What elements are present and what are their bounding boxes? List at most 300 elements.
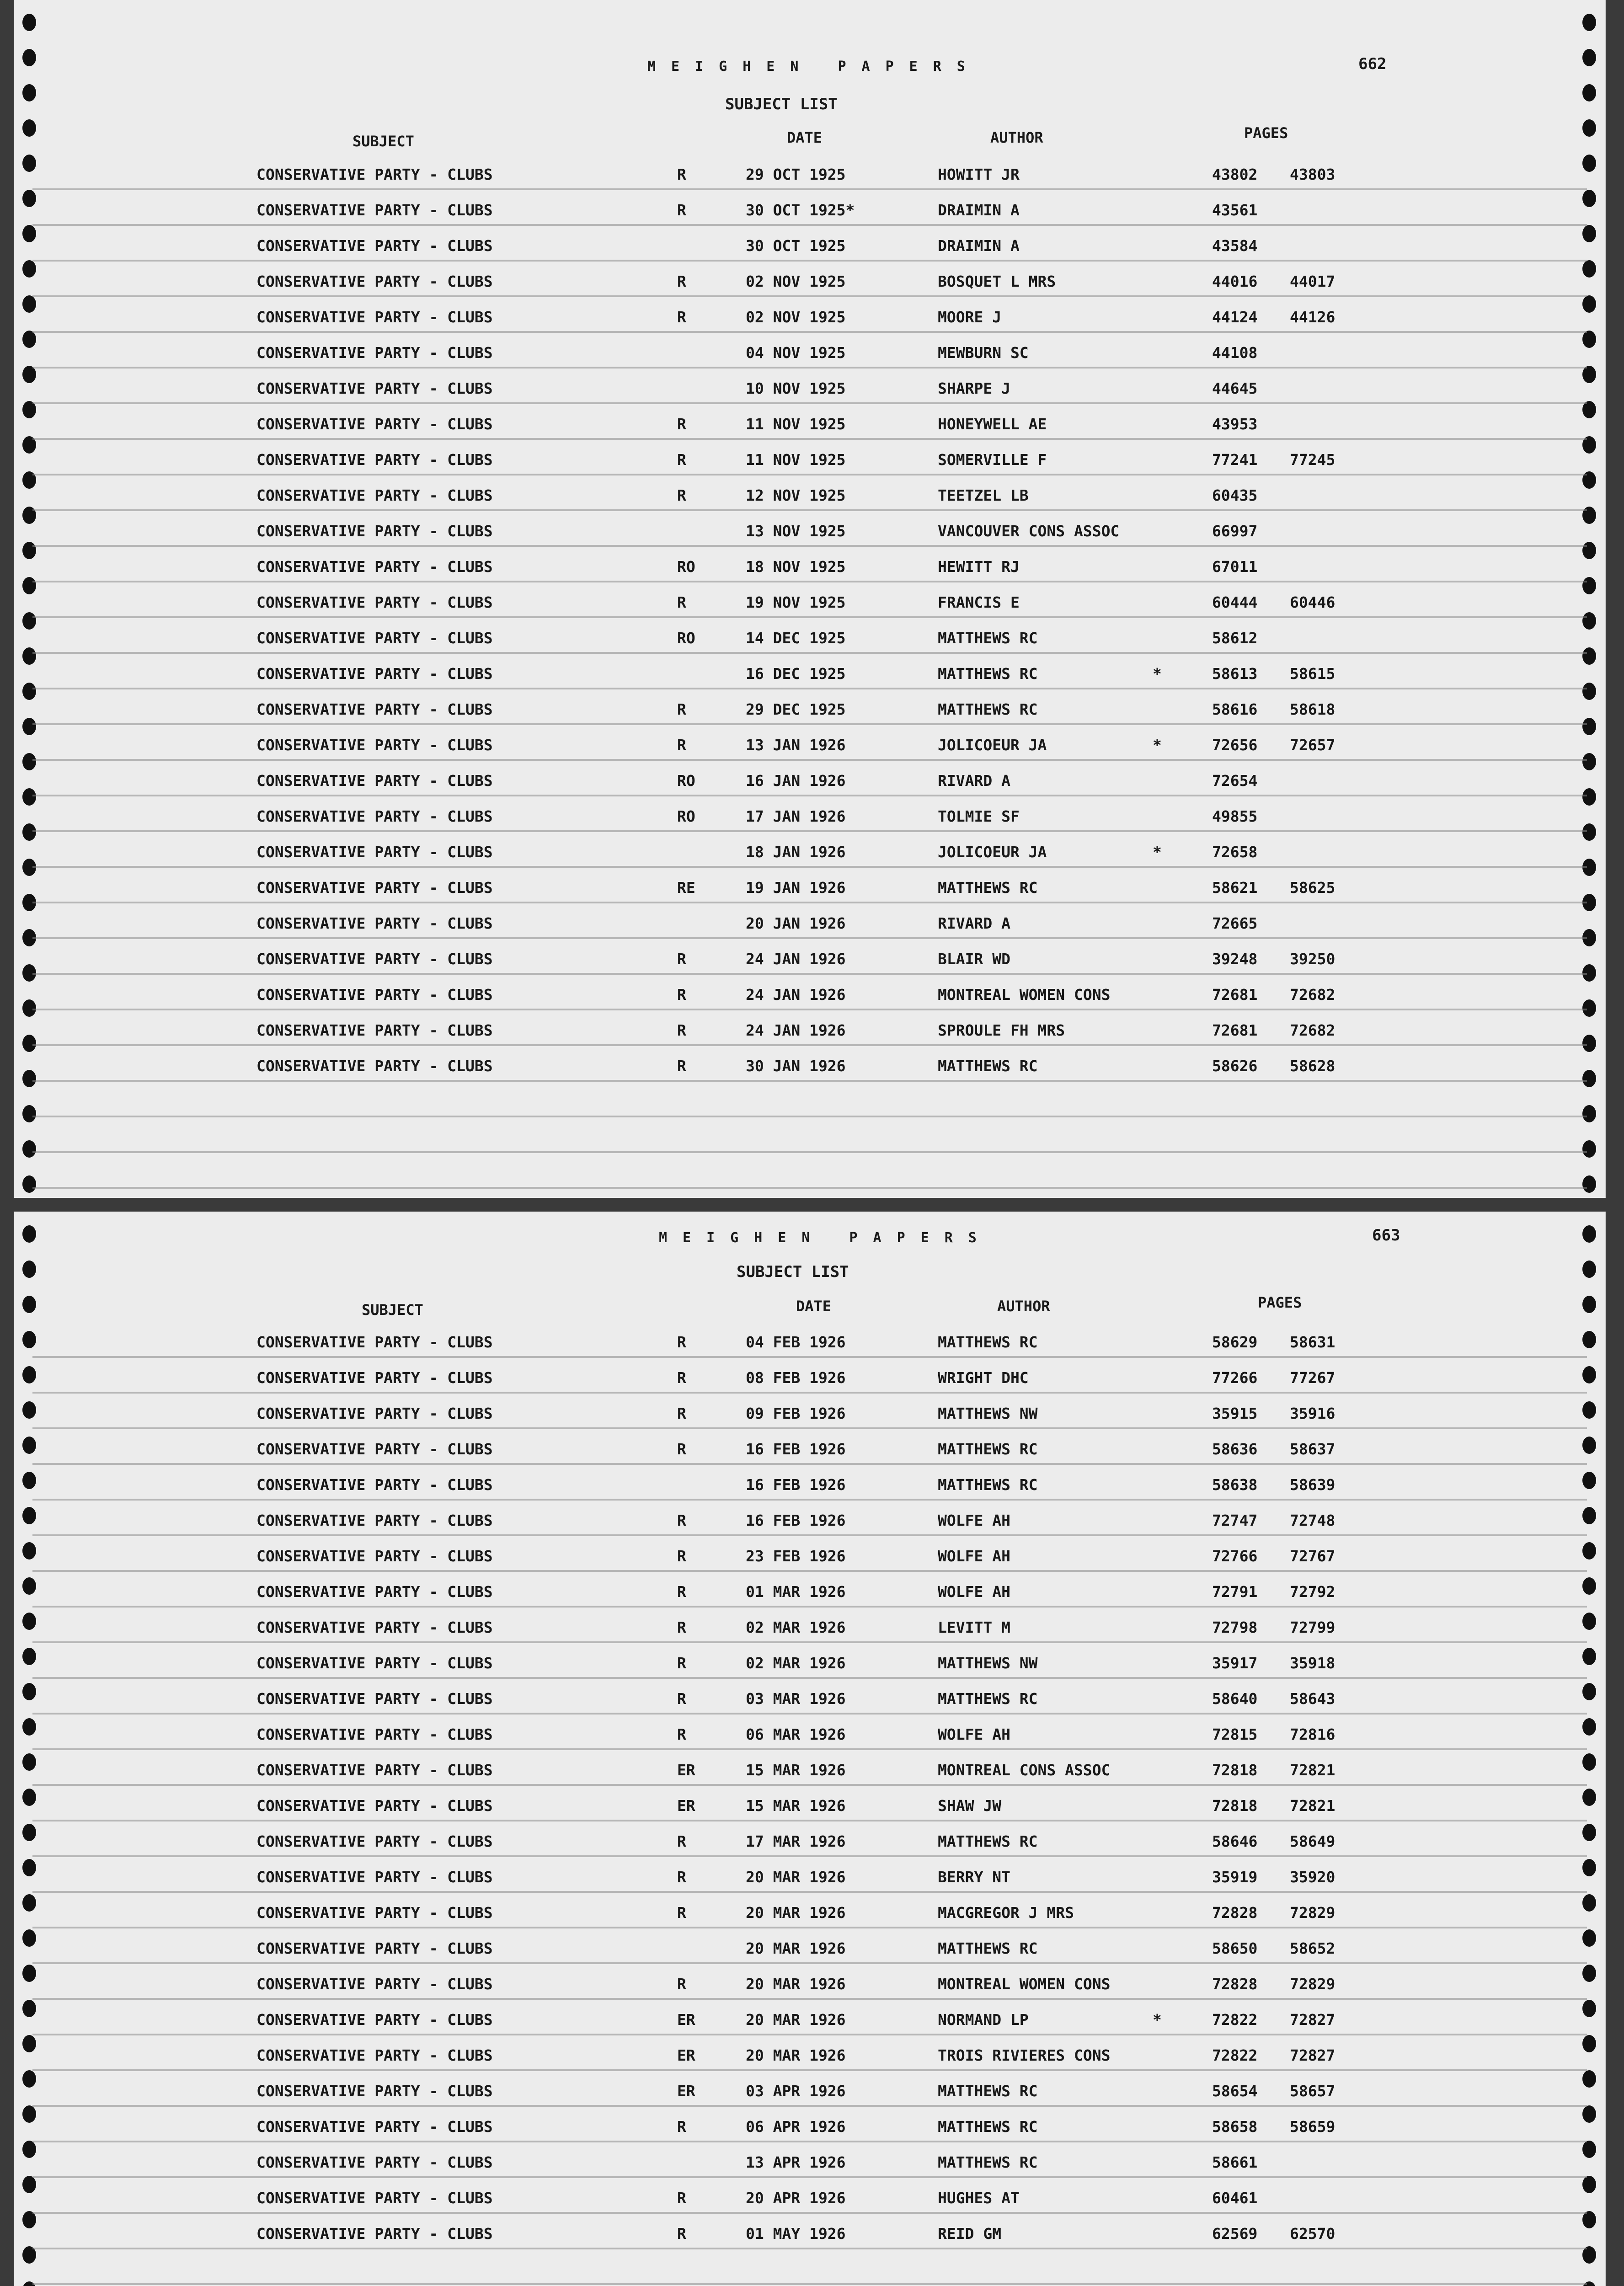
ruled-line (32, 331, 1587, 333)
author-cell: MATTHEWS RC (938, 1057, 1038, 1075)
author-cell: MONTREAL CONS ASSOC (938, 1761, 1111, 1779)
date-cell: 24 JAN 1926 (746, 1021, 846, 1039)
table-row (14, 415, 1605, 451)
code-cell: R (677, 1057, 686, 1075)
author-cell: MATTHEWS RC (938, 879, 1038, 897)
table-row (14, 308, 1605, 344)
subject-cell: CONSERVATIVE PARTY - CLUBS (256, 1512, 493, 1529)
date-cell: 02 MAR 1926 (746, 1654, 846, 1672)
author-cell: DRAIMIN A (938, 237, 1020, 255)
page-from-cell: 44016 (1212, 272, 1258, 290)
code-cell: R (677, 2225, 686, 2243)
column-header-date: DATE (796, 1298, 832, 1315)
ruled-line (32, 1784, 1587, 1786)
ruled-line (32, 652, 1587, 654)
table-row (14, 1797, 1605, 1832)
ruled-line (32, 937, 1587, 939)
ruled-line (32, 295, 1587, 297)
author-cell: MATTHEWS RC (938, 700, 1038, 718)
table-row (14, 700, 1605, 736)
date-cell: 03 MAR 1926 (746, 1690, 846, 1708)
table-row (14, 1057, 1605, 1093)
ruled-line (32, 1641, 1587, 1643)
ruled-line (32, 1427, 1587, 1429)
sprocket-hole (22, 1105, 36, 1122)
table-row (14, 451, 1605, 486)
table-row (14, 486, 1605, 522)
ruled-line (32, 2248, 1587, 2249)
date-cell: 20 MAR 1926 (746, 1904, 846, 1922)
table-row (14, 914, 1605, 950)
code-cell: ER (677, 1797, 695, 1815)
page-from-cell: 58613 (1212, 665, 1258, 683)
table-row (14, 379, 1605, 415)
code-cell: RE (677, 879, 695, 897)
code-cell: ER (677, 2011, 695, 2029)
table-row (14, 166, 1605, 201)
table-row (14, 807, 1605, 843)
sprocket-hole (1582, 1105, 1596, 1122)
date-cell: 04 FEB 1926 (746, 1333, 846, 1351)
date-cell: 02 NOV 1925 (746, 308, 846, 326)
subject-cell: CONSERVATIVE PARTY - CLUBS (256, 843, 493, 861)
sprocket-hole (22, 1261, 36, 1278)
table-row (14, 1832, 1605, 1868)
ruled-line (32, 474, 1587, 475)
date-cell: 14 DEC 1925 (746, 629, 846, 647)
page-from-cell: 44108 (1212, 344, 1258, 362)
page-to-cell: 72829 (1290, 1904, 1336, 1922)
author-cell: MATTHEWS RC (938, 1440, 1038, 1458)
table-row (14, 344, 1605, 379)
author-cell: MONTREAL WOMEN CONS (938, 986, 1111, 1004)
table-row (14, 665, 1605, 700)
sheet-title: MEIGHEN PAPERS (647, 59, 981, 75)
page-from-cell: 58616 (1212, 700, 1258, 718)
code-cell: R (677, 700, 686, 718)
date-cell: 20 MAR 1926 (746, 1975, 846, 1993)
sprocket-hole (22, 1225, 36, 1243)
author-cell: MATTHEWS RC (938, 629, 1038, 647)
page-from-cell: 39248 (1212, 950, 1258, 968)
code-cell: R (677, 486, 686, 504)
table-row (14, 1512, 1605, 1547)
code-cell: R (677, 1904, 686, 1922)
code-cell: RO (677, 629, 695, 647)
sprocket-hole (1582, 14, 1596, 31)
sprocket-hole (22, 14, 36, 31)
ruled-line (32, 759, 1587, 761)
table-row (14, 950, 1605, 986)
date-cell: 17 JAN 1926 (746, 807, 846, 825)
subject-cell: CONSERVATIVE PARTY - CLUBS (256, 166, 493, 183)
ruled-line (32, 545, 1587, 547)
subject-cell: CONSERVATIVE PARTY - CLUBS (256, 1904, 493, 1922)
author-cell: MATTHEWS NW (938, 1405, 1038, 1422)
date-cell: 01 MAR 1926 (746, 1583, 846, 1601)
author-cell: WRIGHT DHC (938, 1369, 1029, 1387)
subject-cell: CONSERVATIVE PARTY - CLUBS (256, 415, 493, 433)
author-cell: WOLFE AH (938, 1512, 1010, 1529)
table-row (14, 1725, 1605, 1761)
sprocket-hole (1582, 49, 1596, 66)
subject-cell: CONSERVATIVE PARTY - CLUBS (256, 201, 493, 219)
ruled-line (32, 1820, 1587, 1821)
table-row (14, 2225, 1605, 2260)
subject-cell: CONSERVATIVE PARTY - CLUBS (256, 1975, 493, 1993)
date-cell: 03 APR 1926 (746, 2082, 846, 2100)
ruled-line (32, 1927, 1587, 1928)
page-to-cell: 72748 (1290, 1512, 1336, 1529)
code-cell: R (677, 201, 686, 219)
sprocket-hole (22, 119, 36, 137)
printout-sheet-662 (14, 0, 1606, 1198)
page-to-cell: 72821 (1290, 1797, 1336, 1815)
page-from-cell: 72654 (1212, 772, 1258, 790)
subject-cell: CONSERVATIVE PARTY - CLUBS (256, 879, 493, 897)
ruled-line (32, 1356, 1587, 1358)
code-cell: R (677, 1618, 686, 1636)
page-to-cell: 58625 (1290, 879, 1336, 897)
table-row (14, 1975, 1605, 2011)
page-from-cell: 72665 (1212, 914, 1258, 932)
author-cell: MOORE J (938, 308, 1002, 326)
page-from-cell: 60444 (1212, 593, 1258, 611)
page-to-cell: 58643 (1290, 1690, 1336, 1708)
ruled-line (32, 188, 1587, 190)
code-cell: RO (677, 807, 695, 825)
sprocket-hole (22, 1296, 36, 1313)
ruled-line (32, 795, 1587, 796)
date-cell: 29 OCT 1925 (746, 166, 846, 183)
page-from-cell: 72815 (1212, 1725, 1258, 1743)
subject-cell: CONSERVATIVE PARTY - CLUBS (256, 986, 493, 1004)
author-cell: MATTHEWS RC (938, 1333, 1038, 1351)
page-to-cell: 72799 (1290, 1618, 1336, 1636)
author-cell: SHAW JW (938, 1797, 1002, 1815)
subject-cell: CONSERVATIVE PARTY - CLUBS (256, 736, 493, 754)
table-row (14, 1654, 1605, 1690)
author-cell: WOLFE AH (938, 1547, 1010, 1565)
subject-cell: CONSERVATIVE PARTY - CLUBS (256, 2011, 493, 2029)
page-to-cell: 77245 (1290, 451, 1336, 469)
author-cell: MATTHEWS RC (938, 1939, 1038, 1957)
page-from-cell: 43561 (1212, 201, 1258, 219)
subject-cell: CONSERVATIVE PARTY - CLUBS (256, 379, 493, 397)
date-cell: 30 JAN 1926 (746, 1057, 846, 1075)
sprocket-hole (1582, 1140, 1596, 1158)
date-cell: 06 MAR 1926 (746, 1725, 846, 1743)
ruled-line (32, 1463, 1587, 1465)
author-cell: MATTHEWS RC (938, 1476, 1038, 1494)
table-row (14, 736, 1605, 772)
table-row (14, 2082, 1605, 2118)
table-row (14, 843, 1605, 879)
column-header-author: AUTHOR (990, 129, 1043, 146)
code-cell: R (677, 1832, 686, 1850)
subject-cell: CONSERVATIVE PARTY - CLUBS (256, 2225, 493, 2243)
page-from-cell: 72818 (1212, 1761, 1258, 1779)
subject-cell: CONSERVATIVE PARTY - CLUBS (256, 1725, 493, 1743)
author-cell: VANCOUVER CONS ASSOC (938, 522, 1120, 540)
page-from-cell: 60435 (1212, 486, 1258, 504)
ruled-line (32, 1151, 1587, 1153)
page-to-cell: 58615 (1290, 665, 1336, 683)
page-from-cell: 44124 (1212, 308, 1258, 326)
code-cell: R (677, 593, 686, 611)
subject-cell: CONSERVATIVE PARTY - CLUBS (256, 558, 493, 576)
page-from-cell: 67011 (1212, 558, 1258, 576)
subject-cell: CONSERVATIVE PARTY - CLUBS (256, 1057, 493, 1075)
ruled-line (32, 902, 1587, 903)
page-from-cell: 58658 (1212, 2118, 1258, 2136)
author-cell: DRAIMIN A (938, 201, 1020, 219)
page-from-cell: 72822 (1212, 2046, 1258, 2064)
subject-cell: CONSERVATIVE PARTY - CLUBS (256, 772, 493, 790)
code-cell: R (677, 1690, 686, 1708)
page-from-cell: 58629 (1212, 1333, 1258, 1351)
ruled-line (32, 581, 1587, 582)
column-header-pages: PAGES (1244, 124, 1288, 142)
author-cell: JOLICOEUR JA (938, 843, 1047, 861)
ruled-line (32, 367, 1587, 369)
sprocket-hole (1582, 1261, 1596, 1278)
subject-cell: CONSERVATIVE PARTY - CLUBS (256, 1690, 493, 1708)
ruled-line (32, 1606, 1587, 1608)
author-cell: WOLFE AH (938, 1725, 1010, 1743)
subject-cell: CONSERVATIVE PARTY - CLUBS (256, 1939, 493, 1957)
code-cell: R (677, 736, 686, 754)
page-from-cell: 58654 (1212, 2082, 1258, 2100)
ruled-line (32, 1116, 1587, 1117)
page-to-cell: 35916 (1290, 1405, 1336, 1422)
subject-cell: CONSERVATIVE PARTY - CLUBS (256, 1797, 493, 1815)
ruled-line (32, 2141, 1587, 2142)
ruled-line (32, 2034, 1587, 2035)
table-row (14, 2189, 1605, 2225)
author-cell: SPROULE FH MRS (938, 1021, 1065, 1039)
page-from-cell: 58626 (1212, 1057, 1258, 1075)
subject-cell: CONSERVATIVE PARTY - CLUBS (256, 1021, 493, 1039)
ruled-line (32, 866, 1587, 868)
subject-cell: CONSERVATIVE PARTY - CLUBS (256, 2153, 493, 2171)
subject-cell: CONSERVATIVE PARTY - CLUBS (256, 2082, 493, 2100)
table-row (14, 1440, 1605, 1476)
page-to-cell: 58649 (1290, 1832, 1336, 1850)
page-from-cell: 58638 (1212, 1476, 1258, 1494)
ruled-line (32, 402, 1587, 404)
date-cell: 01 MAY 1926 (746, 2225, 846, 2243)
author-cell: BLAIR WD (938, 950, 1010, 968)
page-to-cell: 72792 (1290, 1583, 1336, 1601)
author-cell: TOLMIE SF (938, 807, 1020, 825)
subject-cell: CONSERVATIVE PARTY - CLUBS (256, 665, 493, 683)
column-header-author: AUTHOR (997, 1298, 1050, 1315)
date-cell: 13 NOV 1925 (746, 522, 846, 540)
page-from-cell: 72656 (1212, 736, 1258, 754)
page-to-cell: 58657 (1290, 2082, 1336, 2100)
ruled-line (32, 1570, 1587, 1572)
date-cell: 16 JAN 1926 (746, 772, 846, 790)
subject-cell: CONSERVATIVE PARTY - CLUBS (256, 807, 493, 825)
page-from-cell: 72798 (1212, 1618, 1258, 1636)
page-from-cell: 35917 (1212, 1654, 1258, 1672)
author-cell: SOMERVILLE F (938, 451, 1047, 469)
table-row (14, 986, 1605, 1021)
subject-cell: CONSERVATIVE PARTY - CLUBS (256, 1832, 493, 1850)
table-row (14, 2046, 1605, 2082)
table-row (14, 2011, 1605, 2046)
code-cell: R (677, 950, 686, 968)
author-cell: MATTHEWS RC (938, 1690, 1038, 1708)
page-from-cell: 72828 (1212, 1904, 1258, 1922)
page-to-cell: 58631 (1290, 1333, 1336, 1351)
page-from-cell: 72747 (1212, 1512, 1258, 1529)
ruled-line (32, 1392, 1587, 1394)
page-from-cell: 58646 (1212, 1832, 1258, 1850)
table-row (14, 2153, 1605, 2189)
author-cell: FRANCIS E (938, 593, 1020, 611)
table-row (14, 1476, 1605, 1512)
page-to-cell: 72657 (1290, 736, 1336, 754)
date-cell: 11 NOV 1925 (746, 415, 846, 433)
page-from-cell: 43584 (1212, 237, 1258, 255)
ruled-line (32, 1855, 1587, 1857)
column-header-pages: PAGES (1258, 1294, 1302, 1311)
column-header-date: DATE (787, 129, 823, 146)
sprocket-hole (22, 49, 36, 66)
code-cell: RO (677, 772, 695, 790)
page-from-cell: 66997 (1212, 522, 1258, 540)
code-cell: R (677, 1725, 686, 1743)
ruled-line (32, 224, 1587, 226)
author-cell: MONTREAL WOMEN CONS (938, 1975, 1111, 1993)
author-cell: MATTHEWS NW (938, 1654, 1038, 1672)
page-from-cell: 72818 (1212, 1797, 1258, 1815)
ruled-line (32, 1534, 1587, 1536)
author-cell: MATTHEWS RC (938, 1832, 1038, 1850)
date-cell: 16 FEB 1926 (746, 1440, 846, 1458)
page-from-cell: 58640 (1212, 1690, 1258, 1708)
sprocket-hole (1582, 1175, 1596, 1193)
author-cell: BERRY NT (938, 1868, 1010, 1886)
ruled-line (32, 830, 1587, 832)
sprocket-hole (1582, 1225, 1596, 1243)
subject-cell: CONSERVATIVE PARTY - CLUBS (256, 2118, 493, 2136)
page-to-cell: 35920 (1290, 1868, 1336, 1886)
page-from-cell: 43802 (1212, 166, 1258, 183)
page-from-cell: 77241 (1212, 451, 1258, 469)
table-row (14, 272, 1605, 308)
date-cell: 30 OCT 1925* (746, 201, 855, 219)
author-cell: MACGREGOR J MRS (938, 1904, 1074, 1922)
page-to-cell: 39250 (1290, 950, 1336, 968)
author-cell: JOLICOEUR JA (938, 736, 1047, 754)
subject-cell: CONSERVATIVE PARTY - CLUBS (256, 629, 493, 647)
page-to-cell: 72682 (1290, 1021, 1336, 1039)
ruled-line (32, 2212, 1587, 2214)
subject-cell: CONSERVATIVE PARTY - CLUBS (256, 451, 493, 469)
ruled-line (32, 509, 1587, 511)
code-cell: R (677, 1369, 686, 1387)
date-cell: 13 JAN 1926 (746, 736, 846, 754)
author-cell: MATTHEWS RC (938, 2082, 1038, 2100)
ruled-line (32, 2176, 1587, 2178)
page-number: 663 (1372, 1226, 1400, 1244)
ruled-line (32, 260, 1587, 262)
date-cell: 20 APR 1926 (746, 2189, 846, 2207)
page-from-cell: 72658 (1212, 843, 1258, 861)
flag-cell: * (1153, 2011, 1162, 2029)
code-cell: R (677, 415, 686, 433)
sprocket-hole (1582, 1296, 1596, 1313)
date-cell: 29 DEC 1925 (746, 700, 846, 718)
printout-sheet-663 (14, 1212, 1606, 2286)
table-row (14, 237, 1605, 272)
author-cell: TEETZEL LB (938, 486, 1029, 504)
code-cell: R (677, 308, 686, 326)
page-to-cell: 72767 (1290, 1547, 1336, 1565)
subject-cell: CONSERVATIVE PARTY - CLUBS (256, 1868, 493, 1886)
page-from-cell: 35919 (1212, 1868, 1258, 1886)
page-to-cell: 58652 (1290, 1939, 1336, 1957)
ruled-line (32, 1499, 1587, 1501)
subject-cell: CONSERVATIVE PARTY - CLUBS (256, 2046, 493, 2064)
table-row (14, 558, 1605, 593)
ruled-line (32, 1044, 1587, 1046)
date-cell: 20 MAR 1926 (746, 2046, 846, 2064)
date-cell: 15 MAR 1926 (746, 1797, 846, 1815)
code-cell: R (677, 1654, 686, 1672)
subject-cell: CONSERVATIVE PARTY - CLUBS (256, 950, 493, 968)
sprocket-hole (22, 1140, 36, 1158)
code-cell: R (677, 1868, 686, 1886)
author-cell: TROIS RIVIERES CONS (938, 2046, 1111, 2064)
ruled-line (32, 1009, 1587, 1010)
page-to-cell: 72816 (1290, 1725, 1336, 1743)
table-row (14, 1547, 1605, 1583)
date-cell: 15 MAR 1926 (746, 1761, 846, 1779)
subject-cell: CONSERVATIVE PARTY - CLUBS (256, 1547, 493, 1565)
subject-cell: CONSERVATIVE PARTY - CLUBS (256, 1761, 493, 1779)
subject-cell: CONSERVATIVE PARTY - CLUBS (256, 1654, 493, 1672)
ruled-line (32, 688, 1587, 689)
page-from-cell: 72681 (1212, 1021, 1258, 1039)
author-cell: HONEYWELL AE (938, 415, 1047, 433)
ruled-line (32, 723, 1587, 725)
ruled-line (32, 1748, 1587, 1750)
date-cell: 18 JAN 1926 (746, 843, 846, 861)
code-cell: R (677, 1021, 686, 1039)
date-cell: 02 NOV 1925 (746, 272, 846, 290)
ruled-line (32, 1962, 1587, 1964)
date-cell: 11 NOV 1925 (746, 451, 846, 469)
page-to-cell: 44126 (1290, 308, 1336, 326)
page-to-cell: 58639 (1290, 1476, 1336, 1494)
page-from-cell: 72766 (1212, 1547, 1258, 1565)
page-to-cell: 43803 (1290, 166, 1336, 183)
date-cell: 16 DEC 1925 (746, 665, 846, 683)
ruled-line (32, 438, 1587, 440)
sprocket-hole (22, 84, 36, 101)
page-from-cell: 35915 (1212, 1405, 1258, 1422)
subject-cell: CONSERVATIVE PARTY - CLUBS (256, 1369, 493, 1387)
date-cell: 04 NOV 1925 (746, 344, 846, 362)
ruled-line (32, 1187, 1587, 1189)
sprocket-hole (22, 1175, 36, 1193)
code-cell: RO (677, 558, 695, 576)
code-cell: R (677, 1583, 686, 1601)
